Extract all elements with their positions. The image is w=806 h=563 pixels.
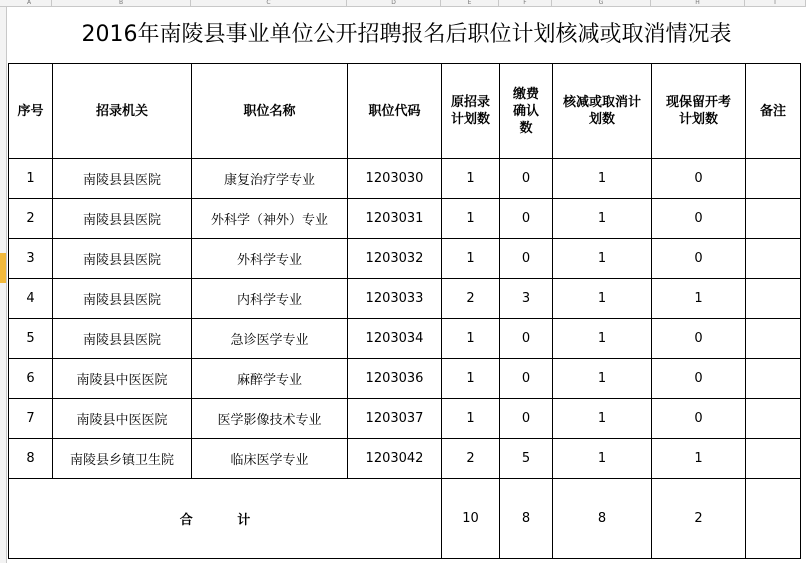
table-row	[9, 319, 801, 359]
cell-code[interactable]: 1203034	[348, 319, 442, 359]
totals-kept[interactable]: 2	[652, 479, 746, 559]
header-position[interactable]: 职位名称	[192, 64, 348, 159]
cell-seq[interactable]: 5	[9, 319, 53, 359]
cell-position[interactable]: 外科学（神外）专业	[192, 199, 348, 239]
cell-kept[interactable]: 1	[652, 279, 746, 319]
cell-kept[interactable]: 0	[652, 239, 746, 279]
cell-position[interactable]: 急诊医学专业	[192, 319, 348, 359]
column-header-b[interactable]: B	[52, 0, 191, 6]
cell-org[interactable]: 南陵县县医院	[53, 239, 192, 279]
cell-cut[interactable]: 1	[553, 199, 652, 239]
cell-code[interactable]: 1203036	[348, 359, 442, 399]
cell-code[interactable]: 1203042	[348, 439, 442, 479]
sheet-title[interactable]: 2016年南陵县事业单位公开招聘报名后职位计划核减或取消情况表	[81, 22, 732, 47]
cell-org[interactable]: 南陵县县医院	[53, 159, 192, 199]
cell-code[interactable]: 1203037	[348, 399, 442, 439]
cell-remark[interactable]	[746, 319, 801, 359]
cell-code[interactable]: 1203030	[348, 159, 442, 199]
table-row	[9, 279, 801, 319]
cell-org[interactable]: 南陵县中医医院	[53, 399, 192, 439]
cell-seq[interactable]: 3	[9, 239, 53, 279]
cell-seq[interactable]: 7	[9, 399, 53, 439]
column-header-d[interactable]: D	[347, 0, 441, 6]
cell-paid[interactable]: 0	[500, 159, 553, 199]
header-seq[interactable]: 序号	[9, 64, 53, 159]
column-header-g[interactable]: G	[552, 0, 651, 6]
cell-org[interactable]: 南陵县县医院	[53, 279, 192, 319]
cell-remark[interactable]	[746, 399, 801, 439]
row-header-bar	[0, 7, 7, 563]
table-row	[9, 159, 801, 199]
totals-paid[interactable]: 8	[500, 479, 553, 559]
cell-kept[interactable]: 0	[652, 359, 746, 399]
header-cut[interactable]: 核减或取消计划数	[553, 64, 652, 159]
cell-remark[interactable]	[746, 279, 801, 319]
table-row	[9, 399, 801, 439]
cell-paid[interactable]: 0	[500, 359, 553, 399]
cell-orig[interactable]: 1	[442, 199, 500, 239]
header-kept[interactable]: 现保留开考计划数	[652, 64, 746, 159]
cell-org[interactable]: 南陵县乡镇卫生院	[53, 439, 192, 479]
cell-position[interactable]: 医学影像技术专业	[192, 399, 348, 439]
cell-kept[interactable]: 0	[652, 399, 746, 439]
column-header-c[interactable]: C	[191, 0, 347, 6]
cell-paid[interactable]: 3	[500, 279, 553, 319]
totals-orig[interactable]: 10	[442, 479, 500, 559]
cell-seq[interactable]: 8	[9, 439, 53, 479]
cell-paid[interactable]: 5	[500, 439, 553, 479]
cell-paid[interactable]: 0	[500, 239, 553, 279]
cell-code[interactable]: 1203033	[348, 279, 442, 319]
header-org[interactable]: 招录机关	[53, 64, 192, 159]
cell-seq[interactable]: 6	[9, 359, 53, 399]
table-row	[9, 199, 801, 239]
cell-orig[interactable]: 2	[442, 439, 500, 479]
cell-position[interactable]: 临床医学专业	[192, 439, 348, 479]
cell-orig[interactable]: 1	[442, 159, 500, 199]
column-header-bar	[0, 0, 806, 7]
column-header-e[interactable]: E	[441, 0, 499, 6]
cell-kept[interactable]: 0	[652, 199, 746, 239]
column-header-a[interactable]: A	[7, 0, 52, 6]
header-remark[interactable]: 备注	[746, 64, 801, 159]
cell-position[interactable]: 外科学专业	[192, 239, 348, 279]
cell-cut[interactable]: 1	[553, 319, 652, 359]
cell-code[interactable]: 1203032	[348, 239, 442, 279]
cell-orig[interactable]: 1	[442, 239, 500, 279]
cell-orig[interactable]: 1	[442, 399, 500, 439]
table-row	[9, 439, 801, 479]
totals-row	[9, 479, 801, 559]
totals-remark[interactable]	[746, 479, 801, 559]
cell-cut[interactable]: 1	[553, 159, 652, 199]
cell-orig[interactable]: 1	[442, 359, 500, 399]
column-header-i[interactable]: I	[745, 0, 806, 6]
recruitment-table	[8, 63, 801, 559]
totals-label[interactable]: 合 计	[9, 479, 442, 559]
cell-org[interactable]: 南陵县县医院	[53, 199, 192, 239]
header-paid[interactable]: 缴费确认数	[500, 64, 553, 159]
cell-org[interactable]: 南陵县县医院	[53, 319, 192, 359]
cell-remark[interactable]	[746, 199, 801, 239]
column-header-f[interactable]: F	[499, 0, 552, 6]
cell-org[interactable]: 南陵县中医医院	[53, 359, 192, 399]
cell-paid[interactable]: 0	[500, 399, 553, 439]
cell-code[interactable]: 1203031	[348, 199, 442, 239]
cell-kept[interactable]: 1	[652, 439, 746, 479]
cell-remark[interactable]	[746, 159, 801, 199]
cell-cut[interactable]: 1	[553, 439, 652, 479]
cell-cut[interactable]: 1	[553, 239, 652, 279]
totals-cut[interactable]: 8	[553, 479, 652, 559]
cell-seq[interactable]: 4	[9, 279, 53, 319]
cell-orig[interactable]: 2	[442, 279, 500, 319]
cell-position[interactable]: 麻醉学专业	[192, 359, 348, 399]
cell-paid[interactable]: 0	[500, 199, 553, 239]
header-row	[9, 64, 801, 159]
cell-cut[interactable]: 1	[553, 399, 652, 439]
cell-seq[interactable]: 1	[9, 159, 53, 199]
cell-kept[interactable]: 0	[652, 159, 746, 199]
table-row	[9, 359, 801, 399]
cell-orig[interactable]: 1	[442, 319, 500, 359]
cell-cut[interactable]: 1	[553, 359, 652, 399]
cell-remark[interactable]	[746, 359, 801, 399]
cell-seq[interactable]: 2	[9, 199, 53, 239]
cell-remark[interactable]	[746, 439, 801, 479]
cell-kept[interactable]: 0	[652, 319, 746, 359]
selected-row-marker[interactable]	[0, 253, 6, 283]
header-code[interactable]: 职位代码	[348, 64, 442, 159]
cell-remark[interactable]	[746, 239, 801, 279]
cell-cut[interactable]: 1	[553, 279, 652, 319]
cell-paid[interactable]: 0	[500, 319, 553, 359]
header-orig-plan[interactable]: 原招录计划数	[442, 64, 500, 159]
table-row	[9, 239, 801, 279]
cell-position[interactable]: 康复治疗学专业	[192, 159, 348, 199]
cell-position[interactable]: 内科学专业	[192, 279, 348, 319]
column-header-h[interactable]: H	[651, 0, 745, 6]
